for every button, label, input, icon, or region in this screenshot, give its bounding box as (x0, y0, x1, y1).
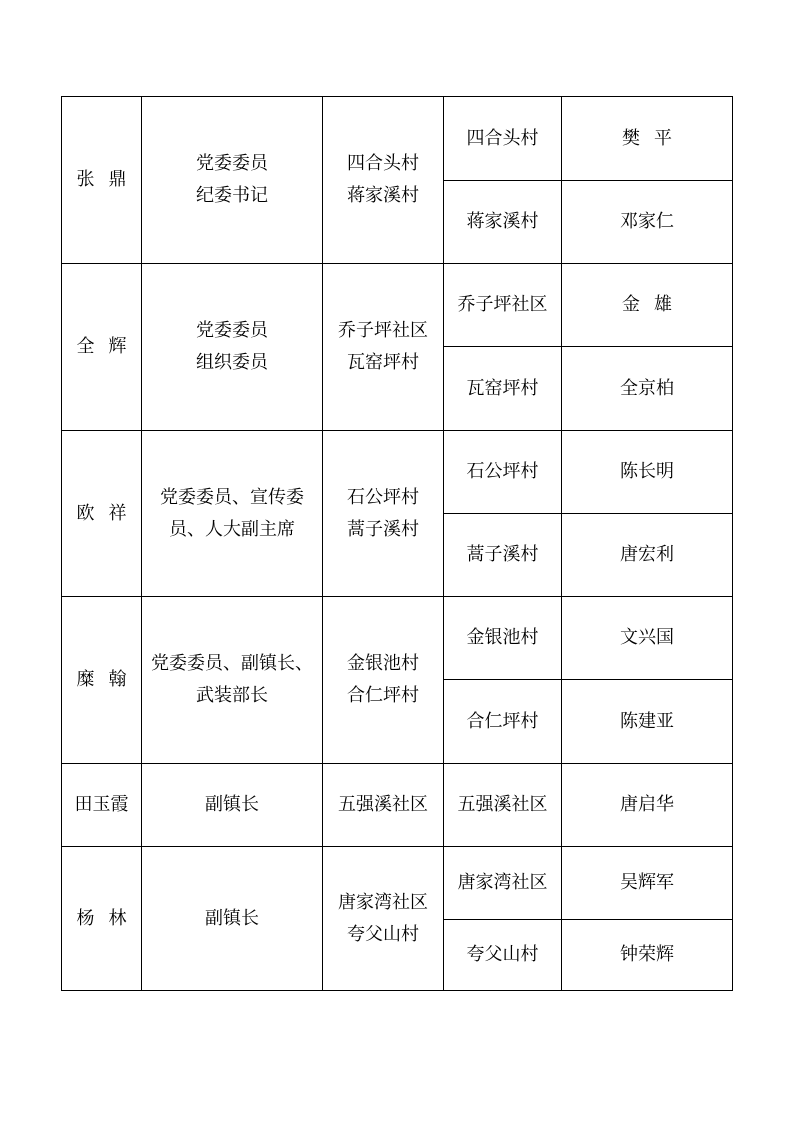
table-row (62, 431, 733, 514)
village-cell: 夸父山村 (444, 920, 562, 991)
leader-title-cell: 副镇长 (142, 847, 323, 991)
area-line: 蒿子溪村 (347, 518, 419, 540)
table-row (62, 764, 733, 847)
person-name: 金雄 (622, 294, 686, 315)
title-line: 党委委员 (196, 153, 268, 174)
area-line: 四合头村 (347, 153, 419, 174)
table-row (62, 847, 733, 920)
person-cell (562, 97, 733, 181)
table-row (62, 597, 733, 680)
leader-name-cell (62, 97, 142, 264)
leader-name: 糜翰 (76, 669, 141, 690)
village-cell: 乔子坪社区 (444, 264, 562, 347)
person-cell: 钟荣辉 (562, 920, 733, 991)
assignment-table (61, 96, 733, 991)
title-line: 党委委员、副镇长、 (151, 653, 313, 674)
leader-title-cell: 副镇长 (142, 764, 323, 847)
village-cell: 蒋家溪村 (444, 181, 562, 264)
area-line: 瓦窑坪村 (347, 352, 419, 373)
leader-name-cell (62, 597, 142, 764)
title-line: 员、人大副主席 (169, 518, 295, 540)
area-line: 唐家湾社区 (338, 891, 428, 913)
leader-title-cell (142, 97, 323, 264)
title-line: 武装部长 (196, 685, 268, 706)
title-line: 党委委员 (196, 320, 268, 341)
area-line: 石公坪村 (347, 486, 419, 508)
area-cell (323, 264, 444, 431)
area-cell (323, 97, 444, 264)
area-line: 合仁坪村 (347, 685, 419, 706)
leader-title-cell (142, 431, 323, 597)
leader-name: 欧祥 (76, 502, 141, 524)
table-row (62, 264, 733, 347)
village-cell: 五强溪社区 (444, 764, 562, 847)
leader-name: 全辉 (76, 336, 141, 357)
person-cell: 吴辉军 (562, 847, 733, 920)
village-cell: 石公坪村 (444, 431, 562, 514)
village-cell: 唐家湾社区 (444, 847, 562, 920)
area-cell: 五强溪社区 (323, 764, 444, 847)
village-cell: 蒿子溪村 (444, 514, 562, 597)
leader-name-cell (62, 431, 142, 597)
person-cell: 唐宏利 (562, 514, 733, 597)
area-line: 夸父山村 (347, 923, 419, 945)
area-line: 乔子坪社区 (338, 320, 428, 341)
village-cell: 四合头村 (444, 97, 562, 181)
title-line: 纪委书记 (196, 185, 268, 206)
title-line: 组织委员 (196, 352, 268, 373)
leader-title-cell (142, 597, 323, 764)
leader-name-cell (62, 264, 142, 431)
area-cell (323, 597, 444, 764)
area-cell (323, 847, 444, 991)
title-line: 党委委员、宣传委 (160, 486, 304, 508)
person-cell: 陈长明 (562, 431, 733, 514)
leader-name-cell (62, 847, 142, 991)
person-cell: 全京柏 (562, 347, 733, 431)
leader-name: 杨林 (76, 907, 141, 929)
area-cell (323, 431, 444, 597)
leader-name-cell: 田玉霞 (62, 764, 142, 847)
area-line: 金银池村 (347, 653, 419, 674)
village-cell: 金银池村 (444, 597, 562, 680)
person-name: 樊平 (622, 127, 686, 149)
person-cell: 陈建亚 (562, 680, 733, 764)
person-cell (562, 264, 733, 347)
person-cell: 文兴国 (562, 597, 733, 680)
leader-name: 张鼎 (76, 169, 141, 190)
leader-title-cell (142, 264, 323, 431)
village-cell: 瓦窑坪村 (444, 347, 562, 431)
village-cell: 合仁坪村 (444, 680, 562, 764)
table-row (62, 97, 733, 181)
person-cell: 邓家仁 (562, 181, 733, 264)
area-line: 蒋家溪村 (347, 185, 419, 206)
person-cell: 唐启华 (562, 764, 733, 847)
